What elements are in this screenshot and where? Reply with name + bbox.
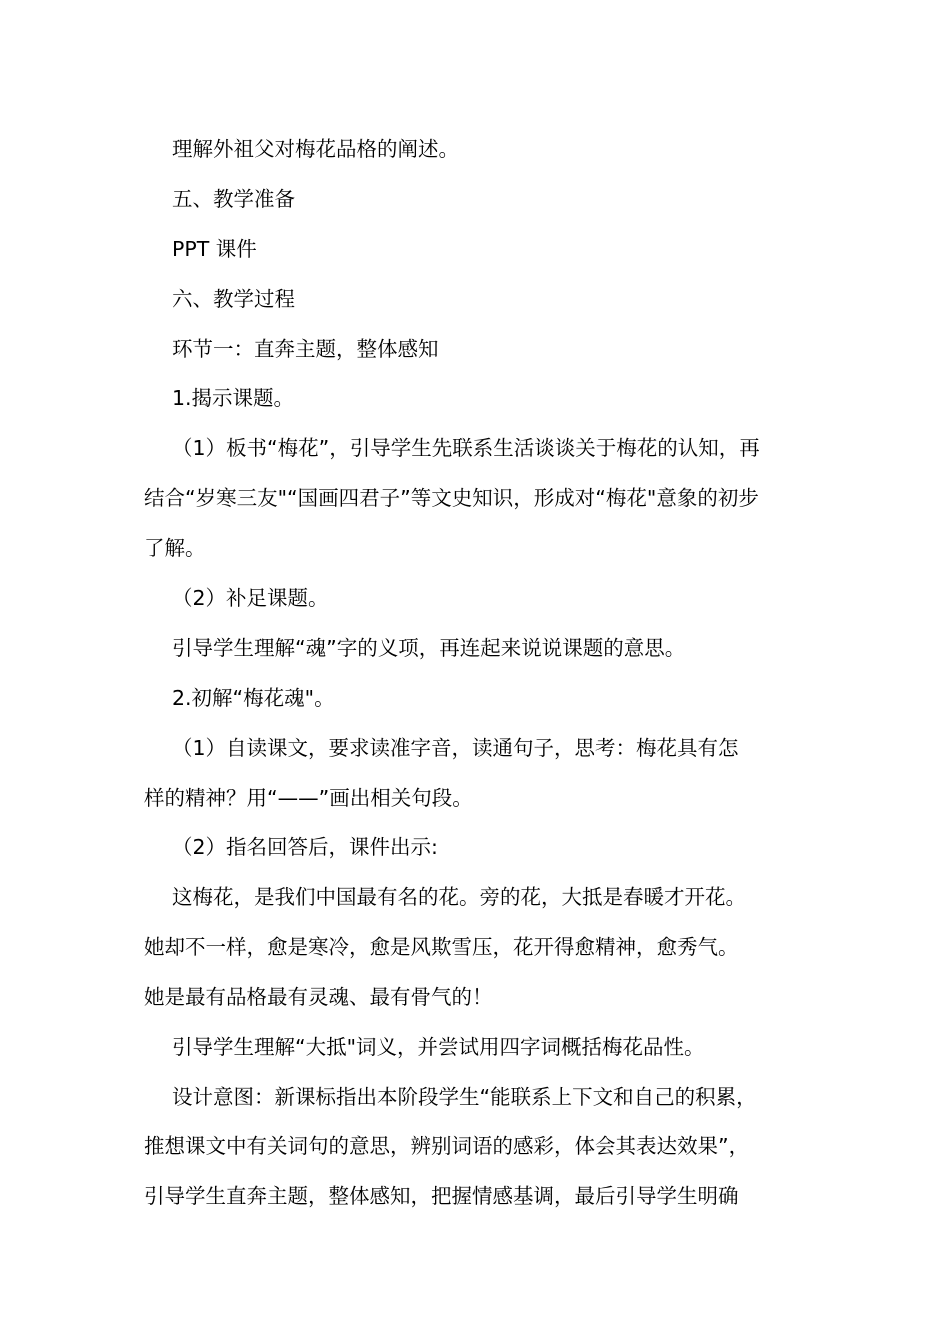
text-line: 了解。 [144, 536, 206, 560]
text-line: 推想课文中有关词句的意思，辨别词语的感彩，体会其表达效果”， [144, 1134, 750, 1158]
text-line: 引导学生理解“魂”字的义项，再连起来说说课题的意思。 [172, 636, 686, 660]
section-heading: 六、教学过程 [172, 287, 295, 311]
text-line: 样的精神？用“——”画出相关句段。 [144, 786, 473, 810]
quote-line: 这梅花，是我们中国最有名的花。旁的花，大抵是春暖才开花。 [172, 885, 746, 909]
section-heading: 五、教学准备 [172, 187, 295, 211]
text-line: 设计意图：新课标指出本阶段学生“能联系上下文和自己的积累， [172, 1085, 757, 1109]
quote-line: 她却不一样，愈是寒冷，愈是风欺雪压，花开得愈精神，愈秀气。 [144, 935, 739, 959]
text-line: 1.揭示课题。 [172, 386, 295, 410]
text-line: 引导学生直奔主题，整体感知，把握情感基调，最后引导学生明确 [144, 1184, 739, 1208]
subsection-heading: 环节一：直奔主题，整体感知 [172, 337, 439, 361]
text-line: 引导学生理解“大抵"词义，并尝试用四字词概括梅花品性。 [172, 1035, 705, 1059]
text-line: （2）补足课题。 [172, 586, 329, 610]
text-line: PPT 课件 [172, 237, 257, 261]
text-line: （2）指名回答后，课件出示: [172, 835, 438, 859]
quote-line: 她是最有品格最有灵魂、最有骨气的！ [144, 985, 493, 1009]
text-line: 2.初解“梅花魂"。 [172, 686, 335, 710]
text-line: 理解外祖父对梅花品格的阐述。 [172, 137, 459, 161]
text-line: （1）自读课文，要求读准字音，读通句子，思考：梅花具有怎 [172, 736, 739, 760]
text-line: （1）板书“梅花”，引导学生先联系生活谈谈关于梅花的认知，再 [172, 436, 760, 460]
text-line: 结合“岁寒三友"“国画四君子”等文史知识，形成对“梅花"意象的初步 [144, 486, 759, 510]
